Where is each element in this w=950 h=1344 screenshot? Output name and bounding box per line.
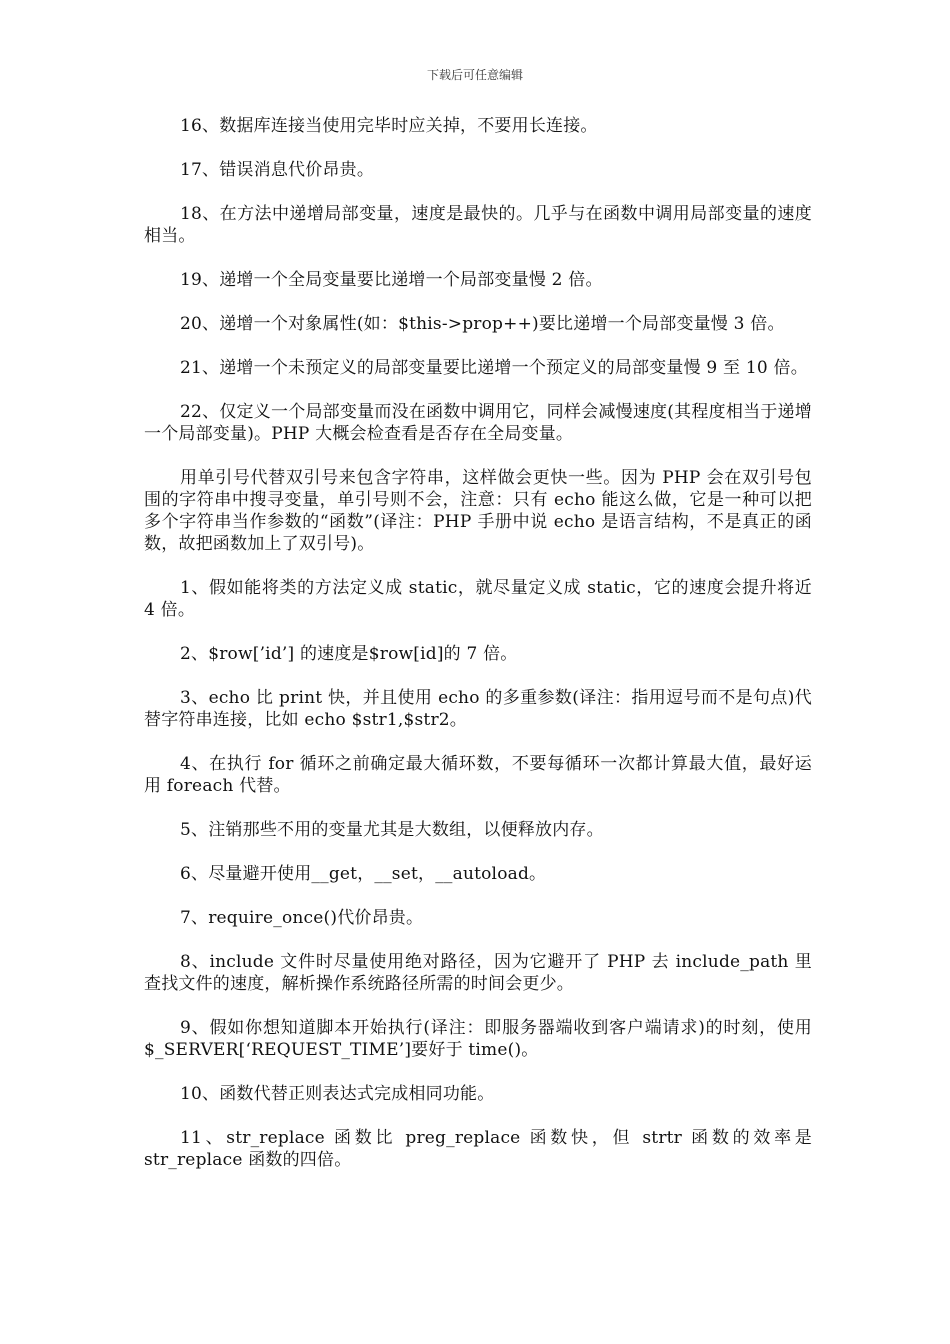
paragraph: 21、递增一个未预定义的局部变量要比递增一个预定义的局部变量慢 9 至 10 倍。 xyxy=(180,358,808,378)
paragraph: 9、假如你想知道脚本开始执行(译注：即服务器端收到客户端请求)的时刻，使用$_SERVER[‘REQUEST_TIME’]要好于 time()。 xyxy=(144,1018,812,1060)
paragraph: 6、尽量避开使用__get，__set，__autoload。 xyxy=(180,864,547,884)
paragraph: 10、函数代替正则表达式完成相同功能。 xyxy=(180,1084,495,1104)
paragraph: 11、str_replace 函数比 preg_replace 函数快，但 strtr 函数的效率是 str_replace 函数的四倍。 xyxy=(144,1128,812,1170)
paragraph: 20、递增一个对象属性(如：$this->prop++)要比递增一个局部变量慢 3 倍。 xyxy=(180,314,785,334)
paragraph: 17、错误消息代价昂贵。 xyxy=(180,160,375,180)
paragraph: 18、在方法中递增局部变量，速度是最快的。几乎与在函数中调用局部变量的速度相当。 xyxy=(144,204,812,246)
paragraph: 16、数据库连接当使用完毕时应关掉，不要用长连接。 xyxy=(180,116,598,136)
paragraph: 3、echo 比 print 快，并且使用 echo 的多重参数(译注：指用逗号而不是句点)代替字符串连接，比如 echo $str1,$str2。 xyxy=(144,688,812,730)
paragraph: 8、include 文件时尽量使用绝对路径，因为它避开了 PHP 去 include_path 里查找文件的速度，解析操作系统路径所需的时间会更少。 xyxy=(144,952,812,994)
paragraph: 5、注销那些不用的变量尤其是大数组，以便释放内存。 xyxy=(180,820,604,840)
paragraph: 1、假如能将类的方法定义成 static，就尽量定义成 static，它的速度会提升将近 4 倍。 xyxy=(144,578,812,620)
paragraph: 7、require_once()代价昂贵。 xyxy=(180,908,424,928)
paragraph: 4、在执行 for 循环之前确定最大循环数，不要每循环一次都计算最大值，最好运用 foreach 代替。 xyxy=(144,754,812,796)
paragraph: 2、$row[’id’] 的速度是$row[id]的 7 倍。 xyxy=(180,644,518,664)
page-header: 下载后可任意编辑 xyxy=(426,68,523,82)
paragraph: 用单引号代替双引号来包含字符串，这样做会更快一些。因为 PHP 会在双引号包围的字符串中搜寻变量，单引号则不会，注意：只有 echo 能这么做，它是一种可以把多个字符串当作参数的“函数”(译注：PHP 手册中说 echo 是语言结构，不是真正的函数，故把函数加上了双引号)。 xyxy=(144,468,812,554)
paragraph: 19、递增一个全局变量要比递增一个局部变量慢 2 倍。 xyxy=(180,270,603,290)
document-body xyxy=(144,115,812,1193)
paragraph: 22、仅定义一个局部变量而没在函数中调用它，同样会减慢速度(其程度相当于递增一个局部变量)。PHP 大概会检查看是否存在全局变量。 xyxy=(144,402,812,444)
